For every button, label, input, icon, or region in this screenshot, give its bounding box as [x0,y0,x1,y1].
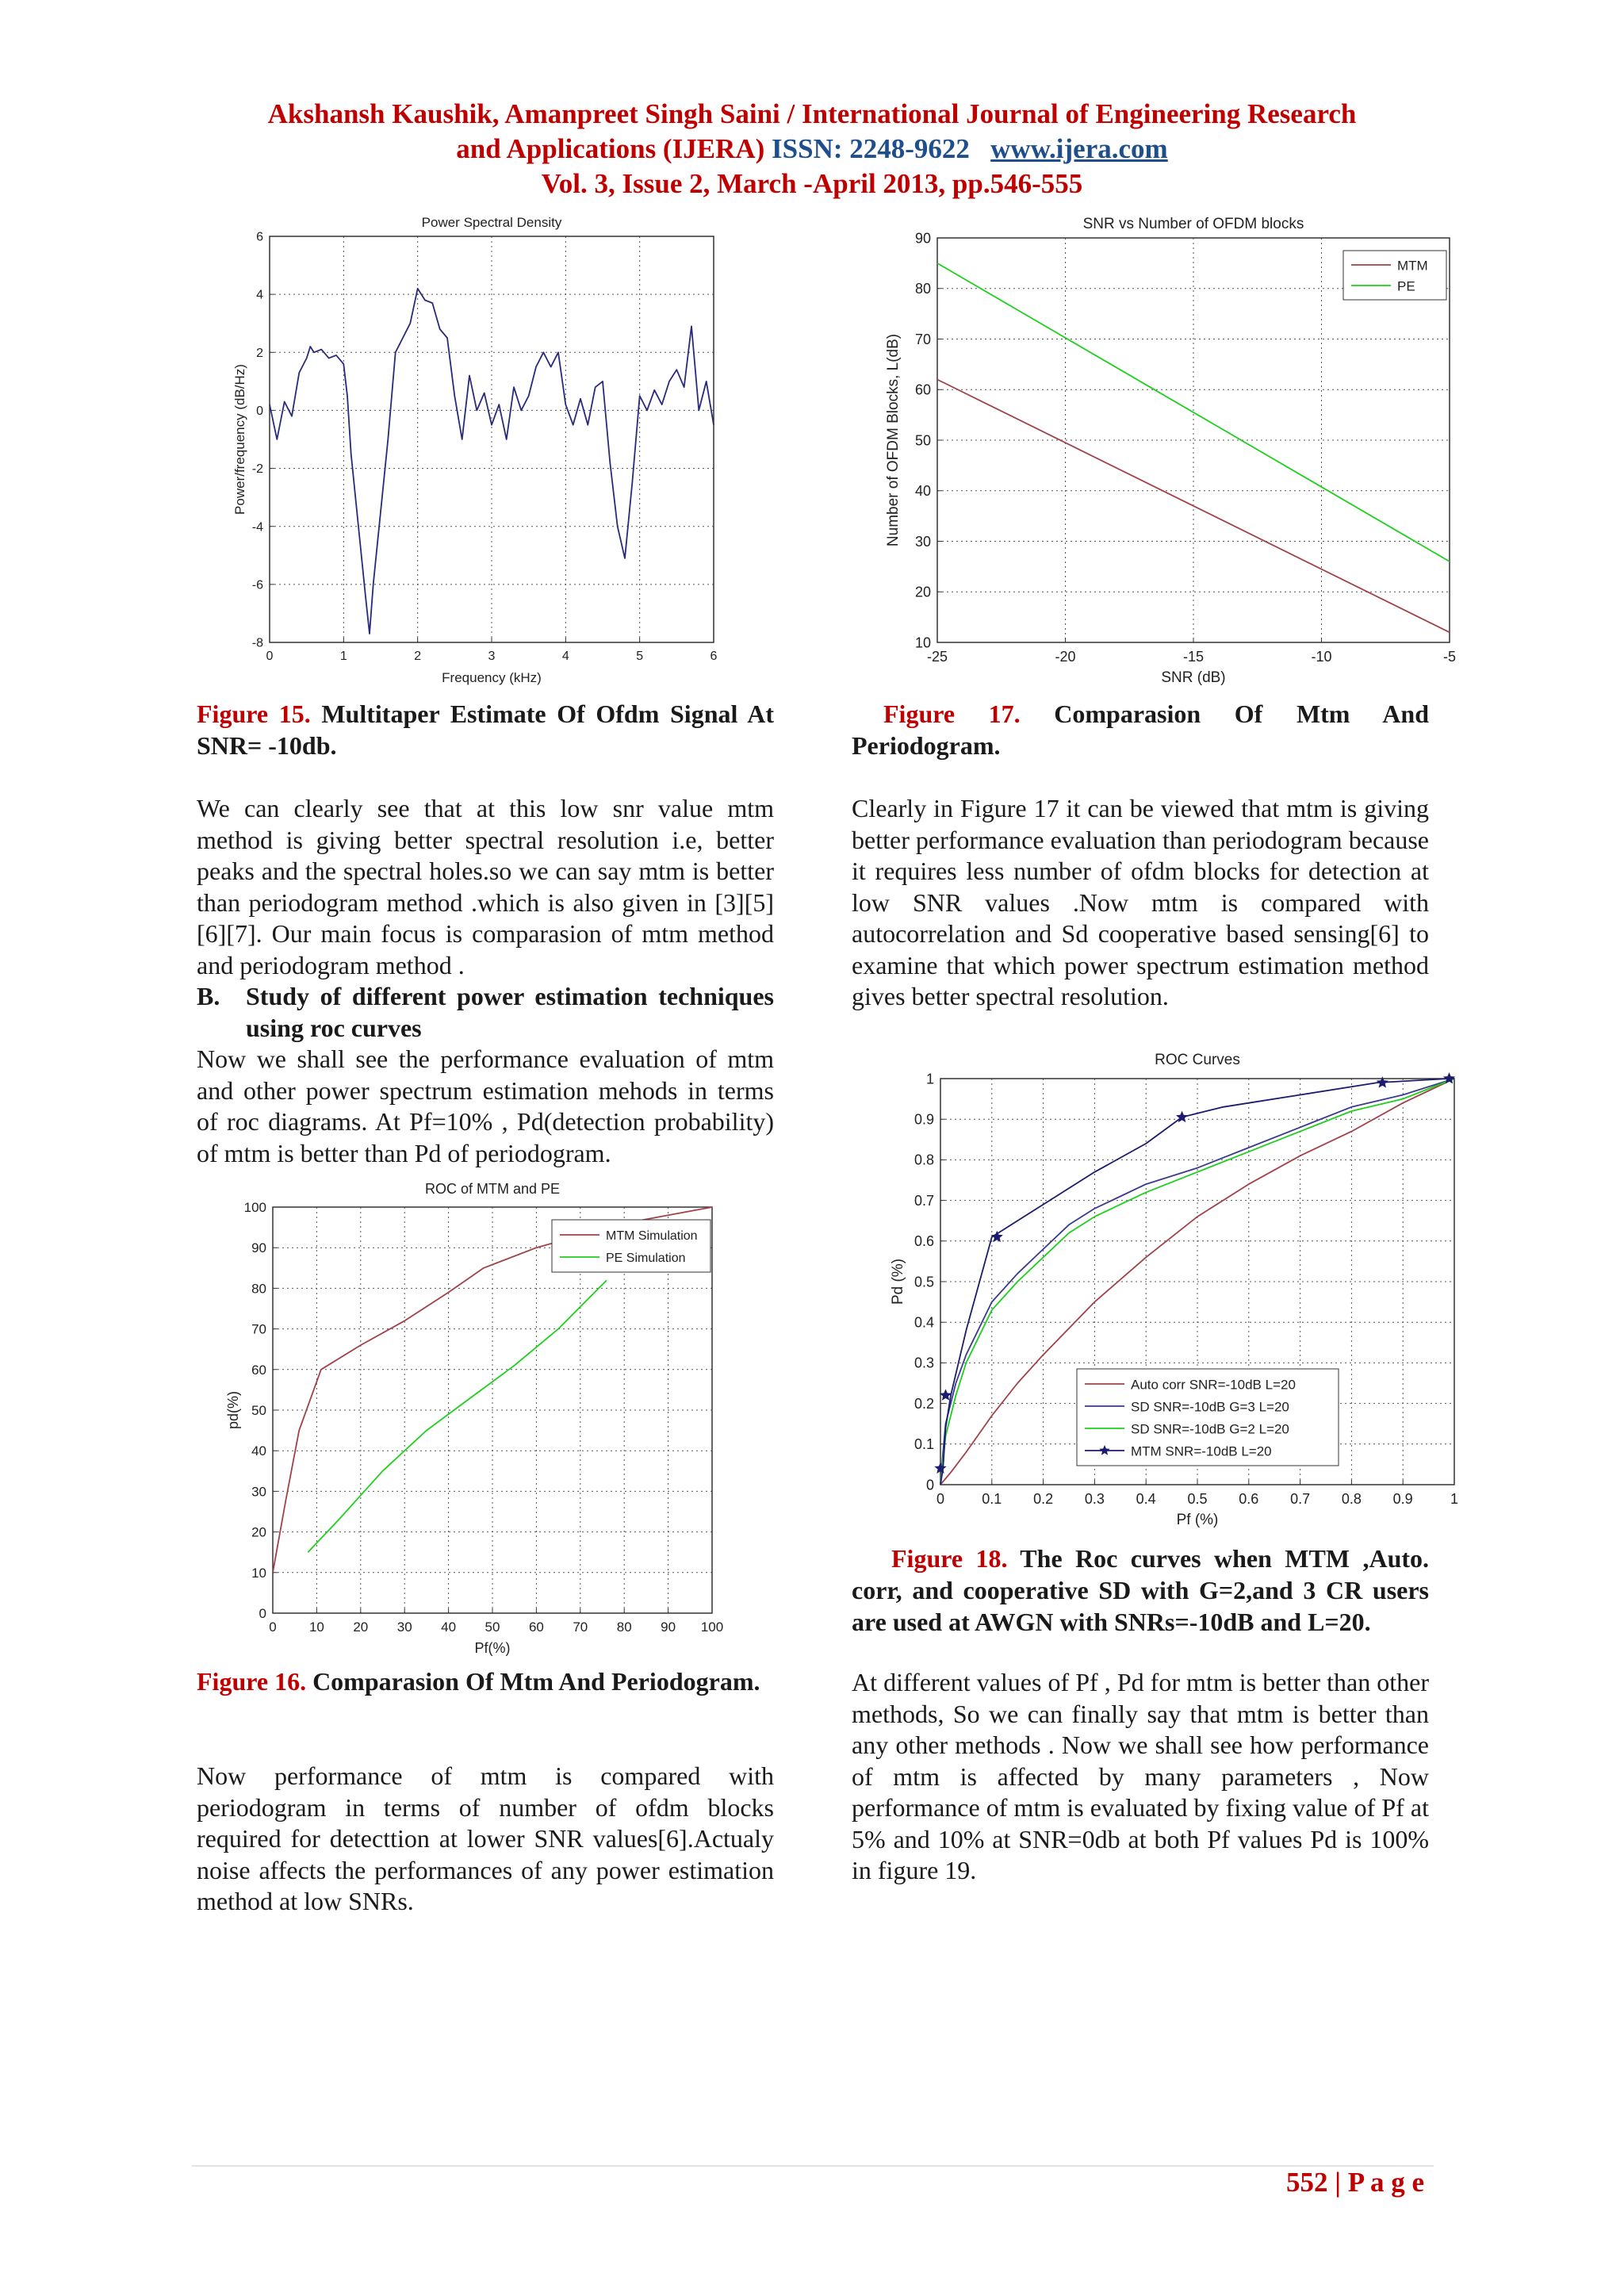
tick-label-y: 6 [256,230,263,244]
tick-label-y: 90 [251,1240,266,1256]
tick-label-x: 70 [573,1619,588,1635]
left-paragraph-3: Now performance of mtm is compared with periodogram in terms of number of ofdm blocks required for detecttion at lower SNR values[6].Actualy noise affects the performances of any power estimation method at low SNRs. [197,1761,774,1915]
tick-label-y: 40 [914,483,931,500]
tick-label-x: 0.1 [982,1491,1002,1507]
tick-label-y: 10 [251,1565,266,1581]
tick-label-y: 30 [914,533,931,550]
tick-label-y: 0.4 [914,1314,934,1331]
y-axis-label: pd(%) [225,1390,241,1430]
tick-label-y: 20 [914,584,931,600]
y-axis-label: Pd (%) [890,1258,906,1305]
right-paragraph-2: At different values of Pf , Pd for mtm is better than other methods, So we can finally say that mtm is better than any other methods . Now we shall see how performance of mtm is affected by many parameters , Now performance of mtm is evaluated by fixing value of Pf at 5% and 10% at SNR=0db at both Pf values Pd is 100% in figure 19. [852,1668,1429,1884]
legend-label: PE [1397,278,1415,294]
tick-label-y: 90 [914,230,931,247]
tick-label-x: -5 [1442,649,1457,665]
section-heading-title: Study of different power estimation techniques using roc curves [246,982,774,1042]
tick-label-y: 0.7 [914,1192,934,1209]
figure-15-label: Figure 15. [197,700,311,728]
header-line-2 [0,132,1624,167]
page-number: 552 | P a g e [1286,2167,1424,2198]
tick-label-x: 40 [441,1619,457,1635]
figure-16-caption [197,1665,774,1697]
tick-label-y: 0.8 [914,1152,934,1168]
tick-label-x: 1 [339,650,347,663]
tick-label-y: 1 [925,1071,934,1087]
left-paragraph-1: We can clearly see that at this low snr value mtm method is giving better spectral resolution i.e, better peaks and the spectral holes.so we can say mtm is better than periodogram method .which is also given in [3][5][6][7]. Our main focus is comparasion of mtm method and periodogram method . [197,794,774,979]
x-axis-label: Pf (%) [1176,1512,1219,1528]
tick-label-x: 0.2 [1033,1491,1054,1507]
tick-label-y: 0.1 [914,1436,934,1453]
header-line-1: Akshansh Kaushik, Amanpreet Singh Saini / International Journal of Engineering Research [267,98,1357,129]
legend-label: MTM Simulation [606,1228,698,1243]
figure-17-caption [852,698,1429,761]
figure-17-snr-chart [882,213,1469,688]
tick-label-y: 0.3 [914,1355,934,1371]
chart-title: ROC Curves [1155,1052,1240,1068]
right-paragraph-1: Clearly in Figure 17 it can be viewed that mtm is giving better performance evaluation than periodogram because it requires less number of ofdm blocks for detection at low SNR values .Now mtm is compared with autocorrelation and Sd cooperative based sensing[6] to examine that which power spectrum estimation method gives better spectral resolution. [852,794,1429,1010]
tick-label-y: 0 [259,1605,266,1621]
right-column-text-2 [852,1667,1429,1887]
tick-label-y: -8 [251,636,263,650]
tick-label-y: 80 [251,1281,266,1297]
tick-label-x: 2 [414,650,422,663]
tick-label-y: 60 [251,1362,266,1378]
tick-label-x: 10 [308,1619,324,1635]
tick-label-x: 0.5 [1187,1491,1208,1507]
tick-label-x: 0.9 [1392,1491,1413,1507]
tick-label-x: 1 [1450,1491,1459,1507]
tick-label-y: 2 [256,346,263,360]
tick-label-y: -2 [251,462,263,477]
tick-label-x: 6 [710,650,718,663]
tick-label-x: 4 [561,650,569,663]
tick-label-x: 0 [266,650,274,663]
tick-label-x: 0.6 [1239,1491,1259,1507]
legend-label: Auto corr SNR=-10dB L=20 [1131,1377,1296,1393]
figure-18-caption [852,1543,1429,1638]
right-column-text-1 [852,793,1429,1013]
tick-label-y: 30 [251,1484,266,1500]
tick-label-y: 70 [914,331,931,347]
header-line-3: Vol. 3, Issue 2, March -April 2013, pp.546-555 [541,168,1083,199]
chart-title: Power Spectral Density [421,215,562,230]
tick-label-y: 0 [256,404,263,419]
figure-15-psd-chart [230,213,737,688]
legend-label: SD SNR=-10dB G=2 L=20 [1131,1421,1289,1437]
tick-label-x: -15 [1182,649,1205,665]
tick-label-x: 0.7 [1290,1491,1311,1507]
figure-16-label: Figure 16. [197,1667,307,1696]
chart-title: ROC of MTM and PE [424,1181,561,1197]
header-journal-name: and Applications (IJERA) [456,133,765,164]
tick-label-x: 50 [485,1619,500,1635]
tick-label-y: 0.5 [914,1274,934,1290]
tick-label-y: 0.6 [914,1233,934,1250]
chart-title: SNR vs Number of OFDM blocks [1082,216,1304,232]
tick-label-y: 50 [251,1402,266,1418]
footer-divider [192,2165,1434,2167]
plot-area [270,236,714,642]
y-axis-label: Power/frequency (dB/Hz) [232,364,247,515]
figure-15-caption [197,698,774,761]
journal-header [0,97,1624,201]
tick-label-y: 0.2 [914,1395,934,1412]
tick-label-x: 60 [528,1619,544,1635]
legend-label: PE Simulation [606,1251,686,1265]
section-heading-b [197,981,774,1044]
tick-label-y: 20 [251,1524,266,1540]
tick-label-y: 60 [914,381,931,398]
tick-label-x: 100 [700,1619,724,1635]
x-axis-label: Frequency (kHz) [442,670,542,685]
tick-label-x: 5 [636,650,644,663]
figure-17-label: Figure 17. [883,700,1021,728]
header-website-link[interactable]: www.ijera.com [990,133,1168,164]
legend-label: MTM [1397,258,1428,274]
tick-label-y: -4 [251,520,263,535]
header-issn: ISSN: 2248-9622 [772,133,970,164]
figure-18-text: The Roc curves when MTM ,Auto. corr, and cooperative SD with G=2,and 3 CR users are used at AWGN with SNRs=-10dB and L=20. [852,1544,1430,1636]
tick-label-x: 20 [353,1619,369,1635]
tick-label-y: -6 [251,578,263,592]
legend-box [1343,251,1446,300]
tick-label-x: 30 [396,1619,412,1635]
tick-label-x: 0 [936,1491,945,1507]
tick-label-y: 0.9 [914,1111,934,1128]
left-paragraph-2: Now we shall see the performance evaluation of mtm and other power spectrum estimation mehods in terms of roc diagrams. At Pf=10% , Pd(detection probability) of mtm is better than Pd of periodogram. [197,1045,774,1167]
tick-label-x: 0.8 [1341,1491,1362,1507]
tick-label-x: -10 [1311,649,1332,665]
left-column-text-1 [197,793,774,1169]
tick-label-y: 70 [251,1321,266,1337]
tick-label-x: 0 [269,1619,277,1635]
tick-label-y: 10 [914,634,931,651]
section-heading-number: B. [197,982,220,1010]
tick-label-x: 0.4 [1136,1491,1156,1507]
tick-label-x: -20 [1055,649,1076,665]
left-column-text-2 [197,1761,774,1918]
tick-label-y: 40 [251,1443,266,1459]
x-axis-label: Pf(%) [474,1640,511,1656]
tick-label-y: 0 [925,1477,934,1493]
x-axis-label: SNR (dB) [1161,669,1226,686]
legend-label: MTM SNR=-10dB L=20 [1131,1443,1272,1459]
legend-label: SD SNR=-10dB G=3 L=20 [1131,1399,1289,1415]
tick-label-x: 0.3 [1084,1491,1105,1507]
tick-label-y: 4 [256,288,263,302]
tick-label-x: 80 [616,1619,632,1635]
figure-16-roc-chart [197,1174,736,1665]
tick-label-x: 3 [488,650,496,663]
figure-16-text: Comparasion Of Mtm And Periodogram. [312,1667,760,1696]
tick-label-x: 90 [661,1619,676,1635]
tick-label-x: -25 [926,649,948,665]
tick-label-y: 80 [914,281,931,297]
figure-18-roc-chart [855,1047,1473,1539]
y-axis-label: Number of OFDM Blocks, L(dB) [885,333,902,547]
figure-17-text: Comparasion Of Mtm And Periodogram. [852,700,1430,760]
tick-label-y: 100 [243,1199,266,1215]
tick-label-y: 50 [914,432,931,449]
figure-15-text: Multitaper Estimate Of Ofdm Signal At SNR= -10db. [197,700,775,760]
figure-18-label: Figure 18. [891,1544,1008,1573]
